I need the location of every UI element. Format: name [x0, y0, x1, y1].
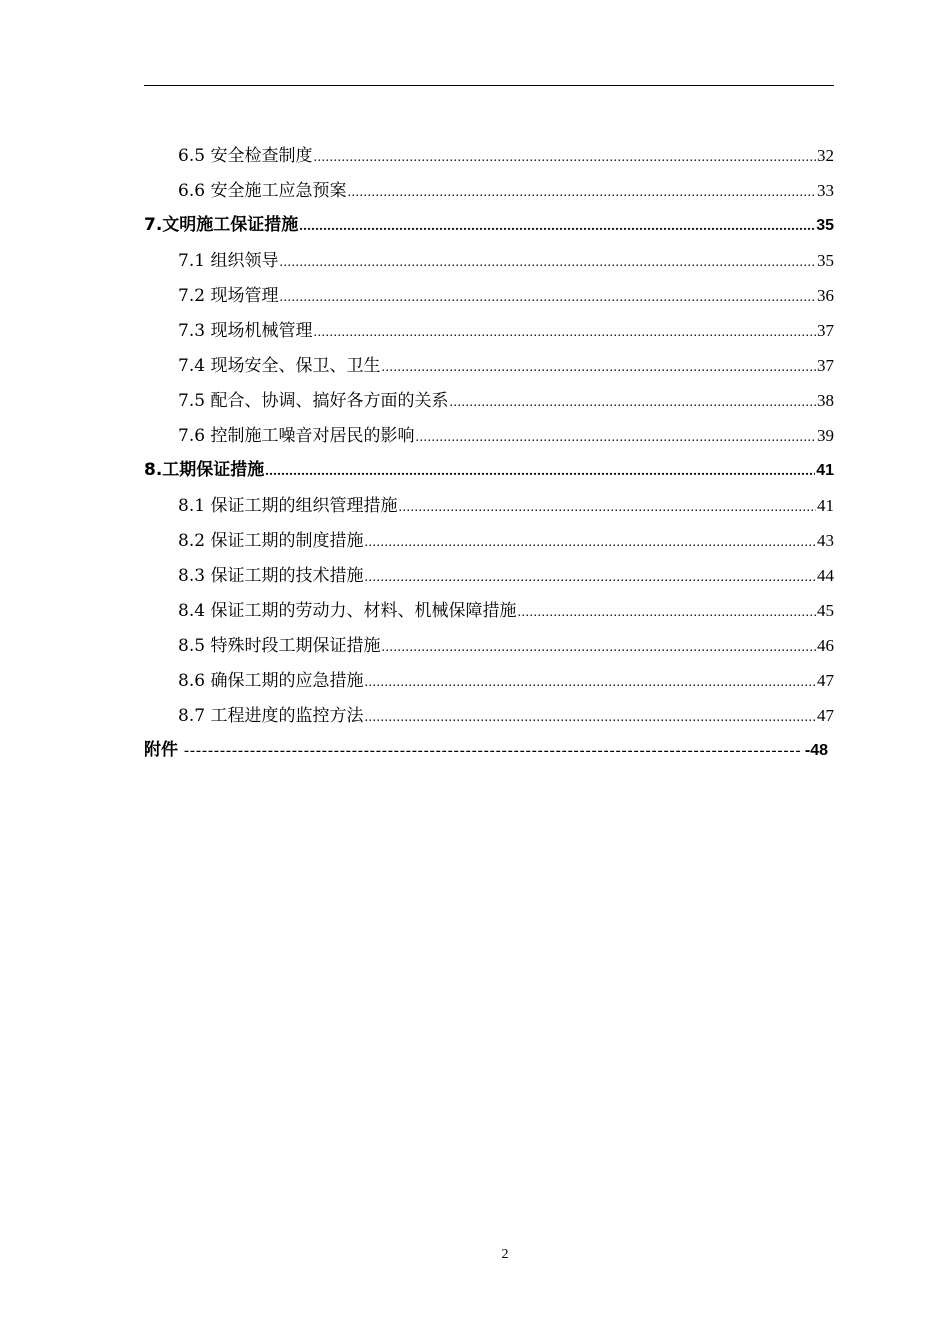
- toc-entry[interactable]: [144, 663, 834, 698]
- toc-entry-page: 47: [817, 706, 834, 725]
- toc-leader: [299, 209, 815, 243]
- toc-entry-page: 41: [817, 496, 834, 515]
- toc-entry[interactable]: [144, 173, 834, 208]
- toc-entry[interactable]: [144, 243, 834, 278]
- toc-entry-title: 8.7 工程进度的监控方法: [178, 706, 364, 726]
- table-of-contents: [144, 138, 834, 768]
- toc-entry-page: 32: [817, 146, 834, 165]
- toc-entry-page: -48: [804, 742, 828, 759]
- toc-entry-title: 8.3 保证工期的技术措施: [178, 566, 364, 586]
- toc-entry-page: 43: [817, 531, 834, 550]
- toc-entry[interactable]: [144, 348, 834, 383]
- toc-leader: [381, 630, 816, 663]
- toc-leader: [364, 525, 816, 558]
- toc-entry[interactable]: [144, 593, 834, 628]
- toc-entry-title: 6.6 安全施工应急预案: [178, 181, 347, 201]
- toc-entry-title: 附件: [144, 740, 178, 760]
- toc-entry-page: 39: [817, 426, 834, 445]
- toc-entry-title: 8.5 特殊时段工期保证措施: [178, 636, 381, 656]
- toc-entry-page: 45: [817, 601, 834, 620]
- toc-leader: [313, 140, 816, 173]
- toc-leader: [265, 454, 815, 488]
- toc-entry[interactable]: [144, 523, 834, 558]
- header-rule: [144, 85, 834, 86]
- toc-leader: [279, 280, 816, 313]
- toc-entry-title: 7.3 现场机械管理: [178, 321, 313, 341]
- toc-leader: [398, 490, 816, 523]
- toc-entry-title: 7.5 配合、协调、搞好各方面的关系: [178, 391, 449, 411]
- toc-entry-page: 35: [816, 217, 834, 234]
- toc-entry[interactable]: [144, 558, 834, 593]
- toc-entry[interactable]: [144, 628, 834, 663]
- toc-entry-title: 6.5 安全检查制度: [178, 146, 313, 166]
- toc-entry-title: 7.1 组织领导: [178, 251, 279, 271]
- toc-entry-page: 47: [817, 671, 834, 690]
- toc-entry[interactable]: [144, 453, 834, 488]
- toc-leader: [184, 734, 801, 768]
- toc-entry-title: 7.6 控制施工噪音对居民的影响: [178, 426, 415, 446]
- toc-entry-page: 36: [817, 286, 834, 305]
- toc-entry-title: 8.4 保证工期的劳动力、材料、机械保障措施: [178, 601, 517, 621]
- toc-entry-title: 7.文明施工保证措施: [144, 215, 299, 235]
- toc-entry[interactable]: [144, 313, 834, 348]
- toc-entry[interactable]: [144, 488, 834, 523]
- toc-leader: [347, 175, 816, 208]
- toc-entry-title: 7.2 现场管理: [178, 286, 279, 306]
- toc-entry[interactable]: [144, 733, 834, 768]
- toc-leader: [449, 385, 816, 418]
- toc-leader: [313, 315, 816, 348]
- toc-leader: [415, 420, 816, 453]
- toc-leader: [517, 595, 816, 628]
- toc-leader: [364, 665, 816, 698]
- toc-entry[interactable]: [144, 208, 834, 243]
- toc-entry-title: 7.4 现场安全、保卫、卫生: [178, 356, 381, 376]
- toc-entry-page: 41: [816, 462, 834, 479]
- toc-entry-page: 38: [817, 391, 834, 410]
- toc-entry-page: 33: [817, 181, 834, 200]
- toc-entry-page: 37: [817, 321, 834, 340]
- page-number: 2: [501, 1247, 509, 1262]
- toc-leader: [279, 245, 816, 278]
- toc-entry-title: 8.6 确保工期的应急措施: [178, 671, 364, 691]
- toc-entry-page: 44: [817, 566, 834, 585]
- toc-entry-title: 8.2 保证工期的制度措施: [178, 531, 364, 551]
- toc-entry[interactable]: [144, 418, 834, 453]
- toc-leader: [364, 700, 816, 733]
- toc-entry-page: 46: [817, 636, 834, 655]
- toc-entry-page: 35: [817, 251, 834, 270]
- toc-leader: [381, 350, 816, 383]
- toc-entry-page: 37: [817, 356, 834, 375]
- toc-entry[interactable]: [144, 383, 834, 418]
- toc-leader: [364, 560, 816, 593]
- toc-entry-title: 8.1 保证工期的组织管理措施: [178, 496, 398, 516]
- toc-entry[interactable]: [144, 698, 834, 733]
- toc-entry[interactable]: [144, 278, 834, 313]
- toc-entry-title: 8.工期保证措施: [144, 460, 265, 480]
- toc-entry[interactable]: [144, 138, 834, 173]
